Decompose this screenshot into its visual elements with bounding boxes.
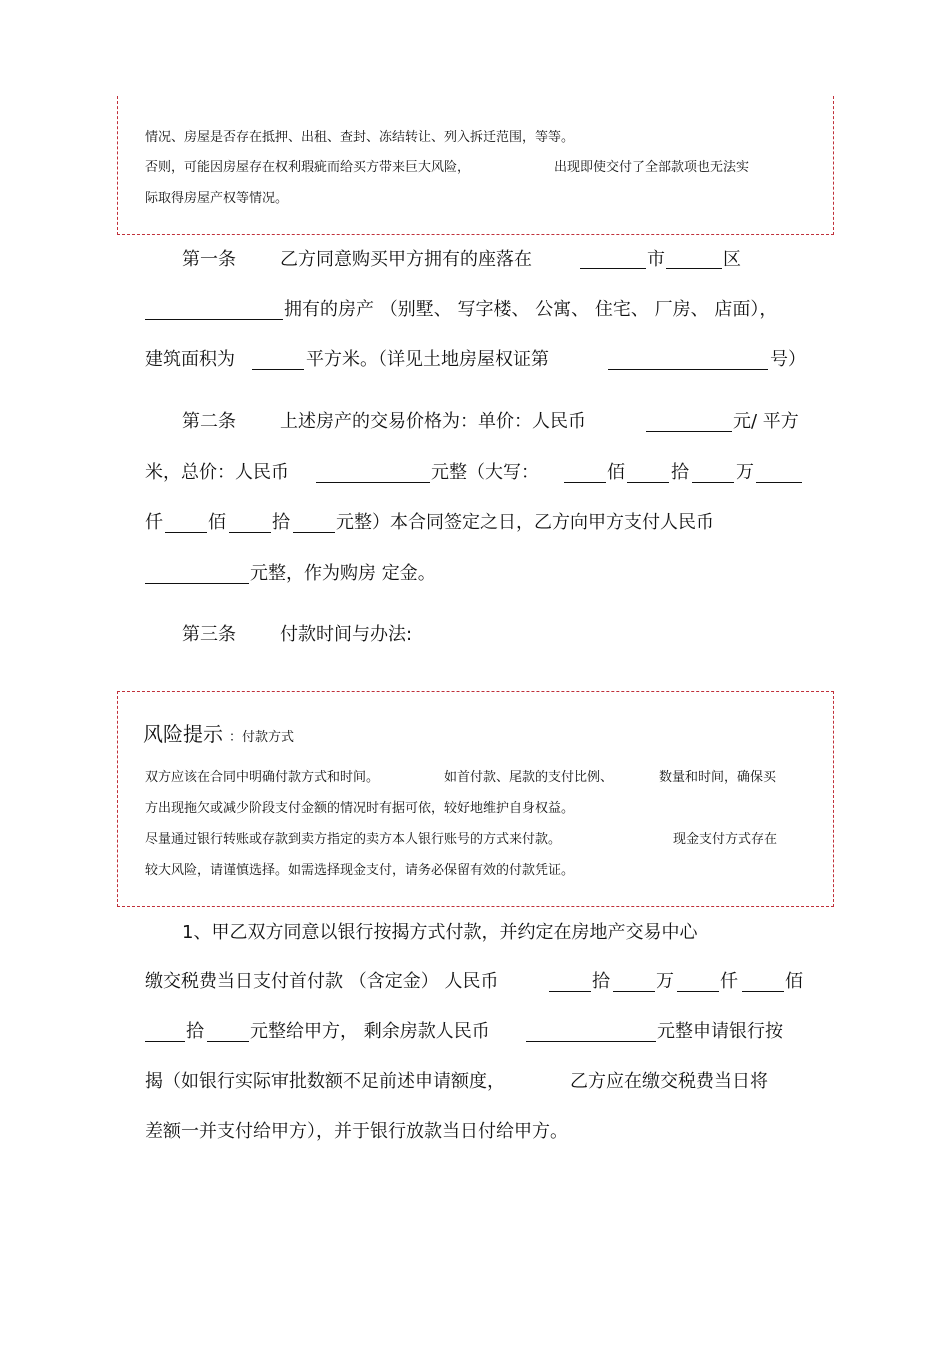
article-1-city: 市 — [647, 249, 665, 270]
risk-payment-line-1a: 双方应该在合同中明确付款方式和时间。 — [145, 770, 380, 785]
blank-city[interactable] — [580, 250, 646, 269]
article-1-property-types: 拥有的房产 （别墅、 写字楼、 公寓、 住宅、 厂房、 店面）， — [284, 299, 778, 320]
blank-shi-2[interactable] — [229, 514, 271, 533]
article-2-wan: 万 — [736, 462, 754, 483]
clause-1-wan: 万 — [656, 971, 674, 992]
article-1-area-unit: 平方米。（详见土地房屋权证第 — [306, 349, 549, 370]
article-2-daxie: 元整（大写： — [431, 462, 539, 483]
article-2-bai: 佰 — [607, 462, 625, 483]
article-2-shi: 拾 — [671, 462, 689, 483]
clause-1-line-5: 差额一并支付给甲方），并于银行放款当日付给甲方。 — [145, 1121, 568, 1142]
article-1-label: 第一条 — [182, 249, 236, 270]
blank-total-price[interactable] — [316, 464, 430, 483]
article-2-deposit-end: 元整，作为购房 定金。 — [250, 563, 436, 584]
blank-loan-amount[interactable] — [526, 1023, 656, 1042]
blank-bai-1[interactable] — [564, 464, 606, 483]
blank-deposit[interactable] — [145, 565, 249, 584]
blank-downpay-wan[interactable] — [613, 973, 655, 992]
blank-shi-1[interactable] — [627, 464, 669, 483]
article-1-district: 区 — [723, 249, 741, 270]
risk-top-line-2a: 否则，可能因房屋存在权利瑕疵而给买方带来巨大风险， — [145, 160, 471, 175]
clause-1-line-4a: 揭（如银行实际审批数额不足前述申请额度， — [145, 1071, 505, 1092]
article-2-shi-2: 拾 — [272, 512, 290, 533]
clause-1-line-2: 缴交税费当日支付首付款 （含定金） 人民币 — [145, 971, 499, 992]
blank-area[interactable] — [252, 351, 304, 370]
clause-1-bai: 佰 — [785, 971, 803, 992]
blank-location[interactable] — [145, 301, 283, 320]
risk-payment-line-3a: 尽量通过银行转账或存款到卖方指定的卖方本人银行账号的方式来付款。 — [145, 832, 562, 847]
risk-payment-line-3b: 现金支付方式存在 — [673, 832, 778, 847]
risk-payment-line-1b: 如首付款、尾款的支付比例、 — [444, 770, 614, 785]
risk-top-line-2b: 出现即使交付了全部款项也无法实 — [554, 160, 750, 175]
risk-payment-line-4: 较大风险，请谨慎选择。如需选择现金支付，请务必保留有效的付款凭证。 — [145, 863, 575, 878]
clause-1-apply-loan: 元整申请银行按 — [657, 1021, 783, 1042]
blank-bai-2[interactable] — [165, 514, 207, 533]
blank-downpay-shi[interactable] — [549, 973, 591, 992]
blank-certificate-no[interactable] — [608, 351, 768, 370]
article-2-deposit-text: 元整）本合同签定之日，乙方向甲方支付人民币 — [336, 512, 714, 533]
article-2-qian: 仟 — [145, 512, 163, 533]
article-1-number-suffix: 号） — [770, 349, 806, 370]
blank-unit-price[interactable] — [646, 413, 732, 432]
risk-payment-line-1c: 数量和时间，确保买 — [659, 770, 777, 785]
blank-yuan-2[interactable] — [293, 514, 335, 533]
article-3-text: 付款时间与办法: — [280, 624, 413, 645]
article-1-area-label: 建筑面积为 — [145, 349, 235, 370]
clause-1-shi: 拾 — [592, 971, 610, 992]
article-2-unit: 元/ 平方 — [733, 411, 799, 432]
risk-top-line-3: 际取得房屋产权等情况。 — [145, 191, 289, 206]
risk-subtitle-text: ：付款方式 — [229, 730, 295, 745]
article-2-text-a: 上述房产的交易价格为：单价：人民币 — [280, 411, 586, 432]
blank-downpay-qian[interactable] — [677, 973, 719, 992]
clause-1-qian: 仟 — [720, 971, 738, 992]
blank-downpay-shi-2[interactable] — [145, 1023, 185, 1042]
clause-1-line-1: 1、甲乙双方同意以银行按揭方式付款，并约定在房地产交易中心 — [182, 922, 698, 943]
risk-top-line-1: 情况、房屋是否存在抵押、出租、查封、冻结转让、列入拆迁范围，等等。 — [145, 130, 575, 145]
clause-1-line-4b: 乙方应在缴交税费当日将 — [570, 1071, 768, 1092]
blank-wan-1[interactable] — [692, 464, 734, 483]
clause-1-shi-2: 拾 — [186, 1021, 204, 1042]
article-2-label: 第二条 — [182, 411, 236, 432]
risk-payment-title — [143, 722, 294, 750]
article-1-text-a: 乙方同意购买甲方拥有的座落在 — [280, 249, 532, 270]
risk-payment-line-2: 方出现拖欠或减少阶段支付金额的情况时有据可依，较好地维护自身权益。 — [145, 801, 575, 816]
blank-downpay-bai[interactable] — [742, 973, 784, 992]
clause-1-remaining: 元整给甲方， 剩余房款人民币 — [250, 1021, 490, 1042]
blank-qian-1[interactable] — [756, 464, 802, 483]
article-3-label: 第三条 — [182, 624, 236, 645]
blank-district[interactable] — [666, 250, 722, 269]
risk-title-text: 风险提示 — [143, 722, 223, 746]
blank-downpay-yuan[interactable] — [207, 1023, 249, 1042]
article-2-total-label: 米，总价：人民币 — [145, 462, 289, 483]
article-2-bai-2: 佰 — [208, 512, 226, 533]
